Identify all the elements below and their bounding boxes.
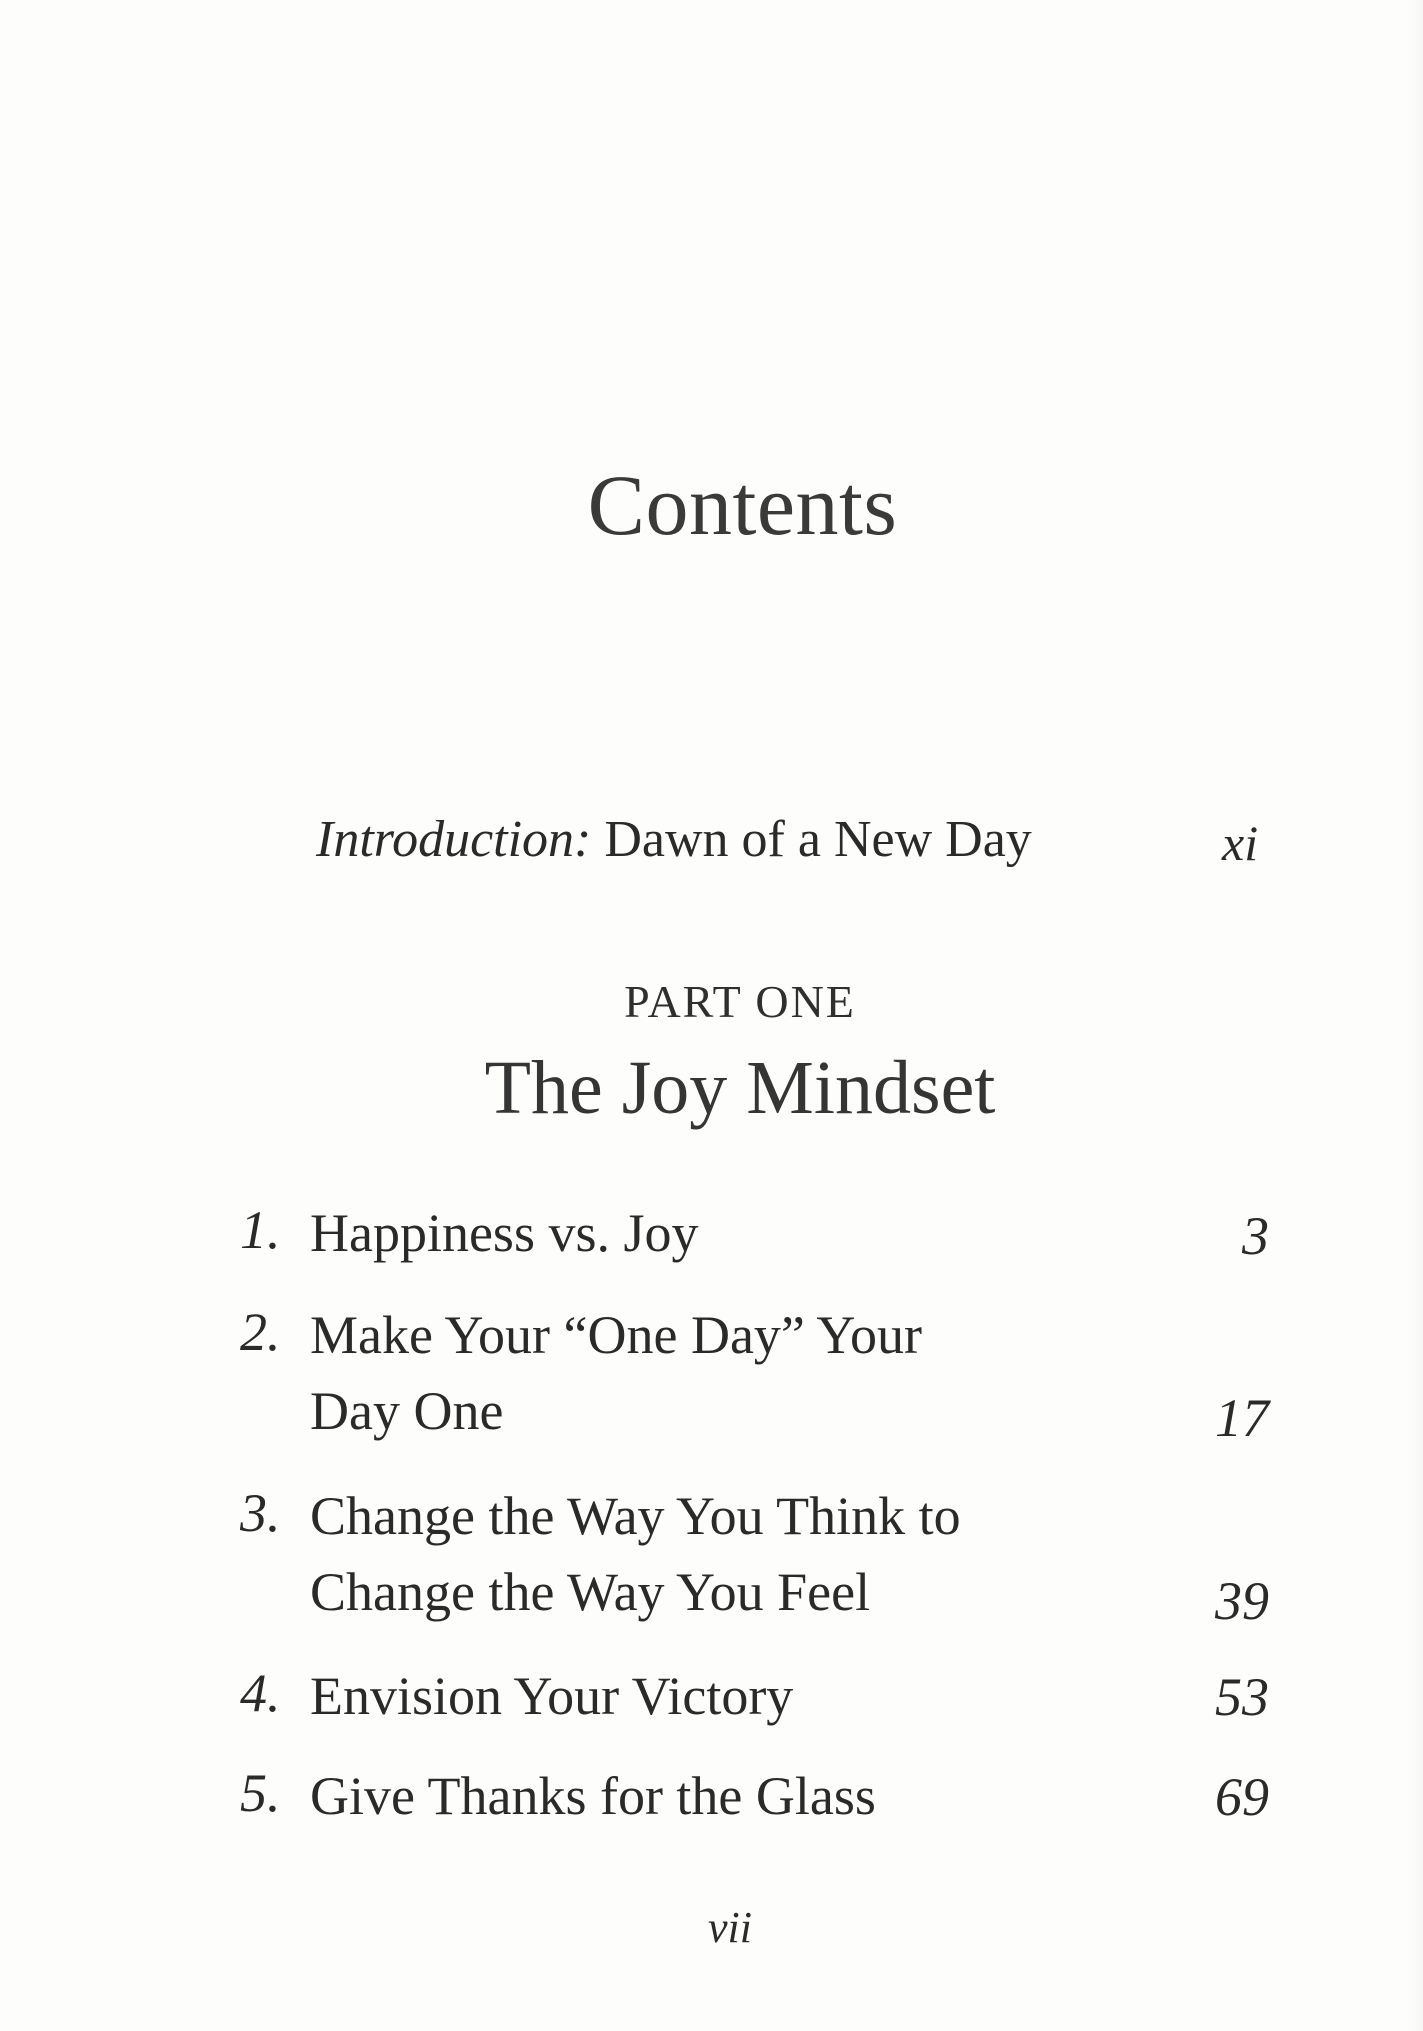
chapter-page-number: 39 <box>1215 1571 1269 1631</box>
introduction-page-number: xi <box>1222 815 1259 871</box>
part-title: The Joy Mindset <box>484 1046 996 1130</box>
chapter-page-number: 69 <box>1215 1767 1269 1827</box>
introduction-entry <box>316 810 1032 869</box>
chapter-page-number: 3 <box>1242 1206 1269 1266</box>
chapter-number: 3. <box>240 1483 281 1543</box>
page-title: Contents <box>587 457 898 553</box>
chapter-number: 1. <box>240 1200 281 1260</box>
introduction-title: Dawn of a New Day <box>604 811 1032 868</box>
chapter-page-number: 17 <box>1215 1388 1269 1448</box>
chapter-number: 5. <box>240 1763 281 1823</box>
chapter-title: Change the Way You Think to Change the Way You Feel <box>310 1486 961 1622</box>
chapter-title: Envision Your Victory <box>310 1666 794 1726</box>
chapter-title: Happiness vs. Joy <box>310 1203 699 1263</box>
introduction-label: Introduction: <box>316 811 592 868</box>
chapter-number: 2. <box>240 1302 281 1362</box>
chapter-page-number: 53 <box>1215 1667 1269 1727</box>
part-label: PART ONE <box>624 976 856 1027</box>
chapter-title: Give Thanks for the Glass <box>310 1766 876 1826</box>
chapter-number: 4. <box>240 1663 281 1723</box>
chapter-title: Make Your “One Day” Your Day One <box>310 1305 922 1441</box>
page-folio: vii <box>708 1903 752 1952</box>
